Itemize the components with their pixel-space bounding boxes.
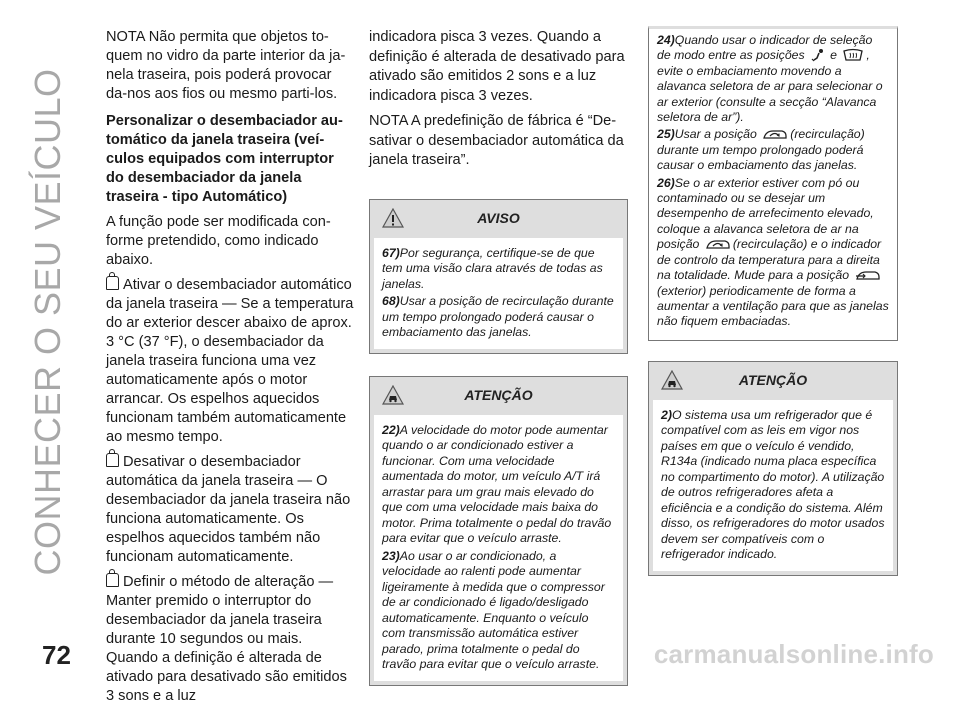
aviso-header xyxy=(370,200,627,238)
note-text: O sistema usa um refrigerador que é compatível com as leis em vigor nos países em que o veículo é vendido, R134a (indicado numa placa específica no compartimento do motor). A utilização de outros refrigeradores afeta a eficiência e a condição do sistema. Além disso, os refrigeradores do motor usados devem ser compatíveis com o refrigerador indicado. xyxy=(661,407,885,562)
note-text: Se o ar exterior estiver com pó ou contaminado ou se desejar um desempenho de arrefecimento elevado, coloque a alavanca seletora de ar na posição xyxy=(657,175,874,252)
bullet-tab-icon xyxy=(106,453,119,467)
car-warning-icon xyxy=(382,385,404,405)
note-text: e xyxy=(830,48,837,63)
section-heading: Personalizar o desembaciador au-tomático da janela traseira (veí-culos equipados com interruptor do desembaciador da janela traseira - tipo Automático) xyxy=(106,113,343,205)
note-number: 22) xyxy=(382,422,400,437)
warning-triangle-icon xyxy=(382,208,404,228)
note-text: A velocidade do motor pode aumentar quando o ar condicionado estiver a funcionar. Com uma velocidade aumentada do motor, um veículo A/T irá arrastar para um grau mais elevado do que com uma velocidade mais baixa do motor. Prima totalmente o pedal do travão para evitar que o veículo arraste. xyxy=(382,422,612,545)
bullet-item xyxy=(106,453,354,567)
atencao-header-2 xyxy=(649,362,897,400)
bullet-text: Definir o método de alteração — Manter premido o interruptor do desembaciador da janela traseira durante 10 segundos ou mais. Quando a definição é alterada de ativado para desativado são emitidos 3 sons e a luz xyxy=(106,574,347,704)
note-24 xyxy=(657,33,889,125)
floor-defrost-icon xyxy=(810,48,828,62)
page-number: 72 xyxy=(42,640,71,670)
column-2 xyxy=(369,28,628,702)
note-text: (recirculação) durante um tempo prolongado poderá causar o embaciamento das janelas. xyxy=(657,127,865,173)
atencao-box-2 xyxy=(648,361,898,576)
note-text: Por segurança, certifique-se de que tem uma visão clara através de todas as janelas. xyxy=(382,245,603,291)
note-22 xyxy=(382,423,615,547)
bullet-text: Ativar o desembaciador automático da janela traseira — Se a temperatura do ar exterior descer abaixo de aprox. 3 °C (37 °F), o desembaciador da janela traseira funciona uma vez automaticamente após o motor arrancar. Os espelhos aquecidos funcionam também automaticamente ao mesmo tempo. xyxy=(106,277,354,445)
note-text: Quando usar o indicador de seleção de modo entre as posições xyxy=(657,33,873,63)
note-number: 2) xyxy=(661,407,672,422)
atencao-title-2: ATENÇÃO xyxy=(738,371,808,388)
aviso-body xyxy=(374,238,623,349)
bullet-item xyxy=(106,573,354,706)
note-25 xyxy=(657,127,889,173)
note-number: 23) xyxy=(382,548,400,563)
note-67 xyxy=(382,246,615,293)
notes-box xyxy=(648,26,898,341)
note-text: (recirculação) e o indicador de controlo da temperatura para a direita na totalidade. Mude para a posição xyxy=(657,237,882,283)
note-number: 26) xyxy=(657,175,675,190)
aviso-title: AVISO xyxy=(477,209,520,226)
defrost-icon xyxy=(842,48,864,62)
bullet-text: Desativar o desembaciador automática da janela traseira — O desembaciador da janela traseira não funciona automaticamente. Os espelhos aquecidos também não funcionam automaticamente. xyxy=(106,454,351,565)
watermark: carmanualsonline.info xyxy=(653,639,934,669)
atencao-box xyxy=(369,376,628,686)
bullet-tab-icon xyxy=(106,276,119,290)
atencao-body xyxy=(374,415,623,681)
note-number: 24) xyxy=(657,33,675,47)
bullet-tab-icon xyxy=(106,573,119,587)
side-section-title: CONHECER O SEU VEÍCULO xyxy=(27,68,68,576)
paragraph: A função pode ser modificada con-forme pretendido, como indicado abaixo. xyxy=(106,214,331,268)
note-23 xyxy=(382,549,615,673)
aviso-box xyxy=(369,199,628,354)
recirculation-icon xyxy=(762,127,788,141)
column-3 xyxy=(648,28,898,592)
note-text: Usar a posição xyxy=(674,127,757,142)
recirculation-icon xyxy=(705,237,731,251)
note-paragraph: NOTA A predefinição de fábrica é “De-sativar o desembaciador automática da janela traseira”. xyxy=(369,113,624,168)
atencao-header xyxy=(370,377,627,415)
bullet-item xyxy=(106,276,354,447)
note-26 xyxy=(657,176,889,330)
note-number: 67) xyxy=(382,245,400,260)
column-1 xyxy=(106,28,354,712)
note-68 xyxy=(382,294,615,341)
note-2 xyxy=(661,408,885,563)
note-text: , evite o embaciamento movendo a alavanca seletora de ar para selecionar o ar exterior (consulte a secção “Alavanca seletora de ar”). xyxy=(657,48,883,125)
outside-air-icon xyxy=(855,268,881,282)
note-paragraph: NOTA Não permita que objetos to-quem no vidro da parte interior da ja-nela traseira, pois poderá provocar da-nos aos fios ou mesmo parti-los. xyxy=(106,29,346,102)
note-number: 68) xyxy=(382,294,400,308)
note-text: Usar a posição de recirculação durante um tempo prolongado poderá causar o embaciamento das janelas. xyxy=(382,294,614,339)
note-text: (exterior) periodicamente de forma a aumentar a ventilação para que as janelas não fiquem embaciadas. xyxy=(657,283,889,329)
note-number: 25) xyxy=(657,127,675,142)
car-warning-icon xyxy=(661,370,683,390)
atencao-title: ATENÇÃO xyxy=(464,386,533,403)
paragraph: indicadora pisca 3 vezes. Quando a definição é alterada de desativado para ativado são emitidos 2 sons e a luz indicadora pisca 3 vezes. xyxy=(369,29,625,104)
atencao-body-2 xyxy=(653,400,893,571)
note-text: Ao usar o ar condicionado, a velocidade ao ralenti pode aumentar ligeiramente à medida que o compressor de ar condicionado é ligado/desligado automaticamente. Enquanto o veículo com transmissão automática estiver parado, prima totalmente o pedal do travão para evitar que o veículo arraste. xyxy=(382,548,605,671)
